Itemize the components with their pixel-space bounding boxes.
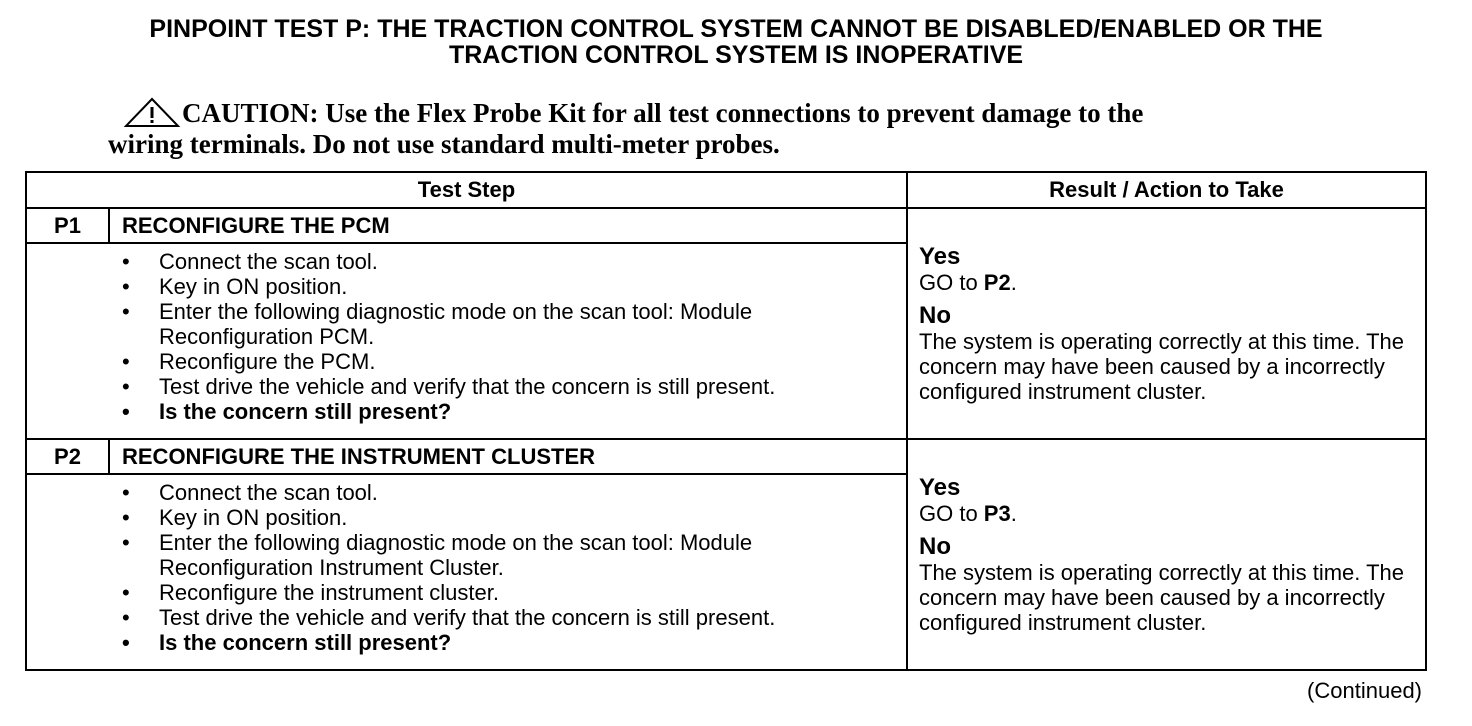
column-header-result: Result / Action to Take	[907, 172, 1426, 208]
no-label: No	[919, 532, 951, 560]
list-item: • Connect the scan tool.	[122, 249, 378, 274]
title-line-1: PINPOINT TEST P: THE TRACTION CONTROL SYSTEM CANNOT BE DISABLED/ENABLED OR THE	[149, 15, 1323, 43]
step-instructions	[26, 243, 907, 439]
yes-target-link: P2	[983, 269, 1011, 295]
step-instructions	[26, 474, 907, 670]
yes-label: Yes	[919, 473, 961, 501]
list-item: • Connect the scan tool.	[122, 480, 378, 505]
list-item: • Key in ON position.	[122, 505, 348, 530]
no-label: No	[919, 301, 951, 329]
page-title	[0, 16, 1472, 68]
caution-block	[108, 96, 1358, 160]
pinpoint-test-table	[25, 171, 1427, 671]
list-item-continuation: Reconfiguration Instrument Cluster.	[159, 555, 504, 580]
list-item: • Reconfigure the instrument cluster.	[122, 580, 499, 605]
list-item-question: • Is the concern still present?	[122, 630, 452, 655]
list-item: • Enter the following diagnostic mode on the scan tool: Module	[122, 530, 753, 555]
step-title-row	[26, 439, 1426, 474]
step-title: RECONFIGURE THE INSTRUMENT CLUSTER	[109, 439, 907, 474]
yes-action: GO to P3.	[919, 500, 1017, 526]
list-item: • Test drive the vehicle and verify that the concern is still present.	[122, 374, 776, 399]
step-title: RECONFIGURE THE PCM	[109, 208, 907, 243]
list-item: • Test drive the vehicle and verify that the concern is still present.	[122, 605, 776, 630]
result-cell	[907, 439, 1426, 670]
column-header-test-step: Test Step	[26, 172, 907, 208]
list-item-continuation: Reconfiguration PCM.	[159, 324, 375, 349]
yes-action: GO to P2.	[919, 269, 1017, 295]
list-item: • Key in ON position.	[122, 274, 348, 299]
yes-label: Yes	[919, 242, 961, 270]
table-header-row	[26, 172, 1426, 208]
step-id: P2	[26, 439, 109, 474]
continued-note: (Continued)	[1307, 678, 1422, 703]
warning-triangle-icon	[122, 96, 182, 128]
list-item: • Enter the following diagnostic mode on the scan tool: Module	[122, 299, 753, 324]
no-action: The system is operating correctly at this time. The concern may have been caused by a incorrectly configured instrument cluster.	[919, 559, 1404, 635]
caution-line-2: wiring terminals. Do not use standard multi-meter probes.	[108, 129, 780, 159]
list-item: • Reconfigure the PCM.	[122, 349, 376, 374]
title-line-2: TRACTION CONTROL SYSTEM IS INOPERATIVE	[448, 41, 1024, 69]
yes-target-link: P3	[983, 500, 1011, 526]
step-id: P1	[26, 208, 109, 243]
list-item-question: • Is the concern still present?	[122, 399, 452, 424]
result-cell	[907, 208, 1426, 439]
no-action: The system is operating correctly at this time. The concern may have been caused by a incorrectly configured instrument cluster.	[919, 328, 1404, 404]
step-title-row	[26, 208, 1426, 243]
caution-line-1: CAUTION: Use the Flex Probe Kit for all test connections to prevent damage to the	[182, 98, 1144, 128]
